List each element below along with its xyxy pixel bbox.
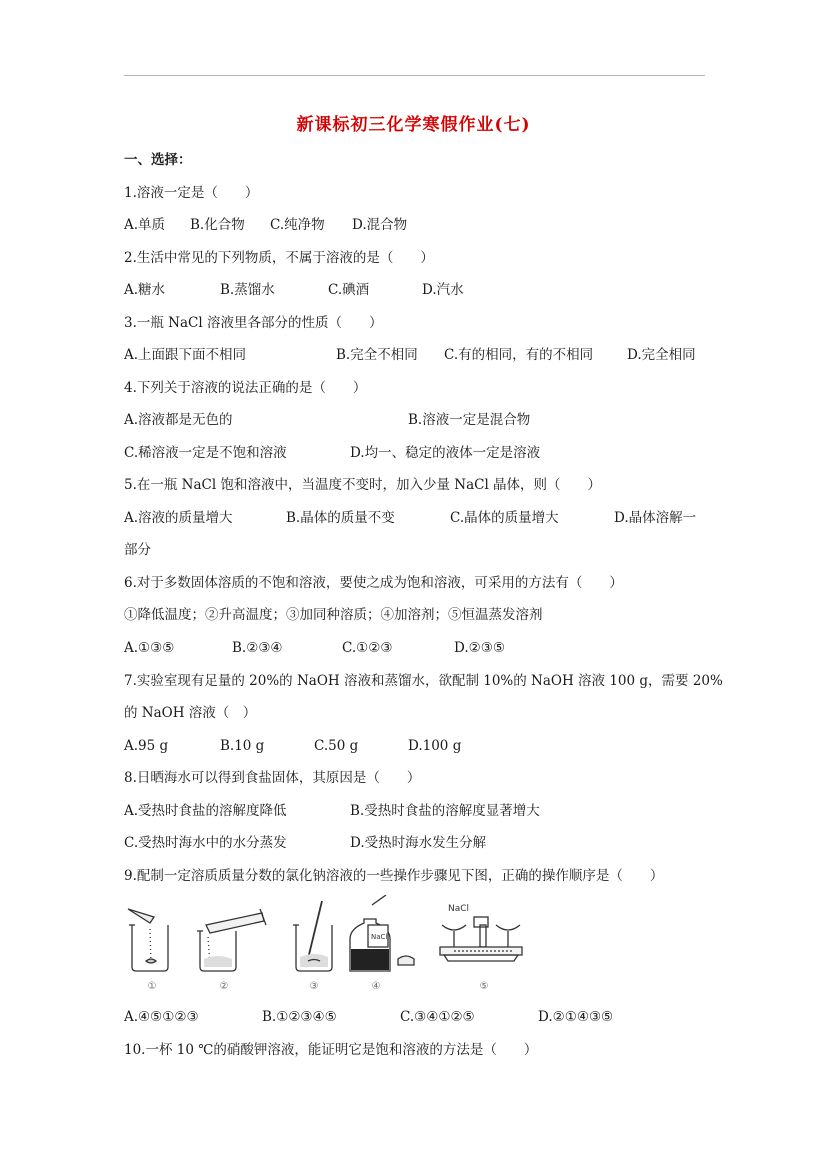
step-2-pouring-icon [197, 909, 266, 971]
option: C.纯净物 [270, 217, 325, 233]
question-6: 6.对于多数固体溶质的不饱和溶液，要使之成为饱和溶液，可采用的方法有（ ） [124, 575, 623, 591]
option: C.碘酒 [328, 282, 370, 298]
fig-label-4: ④ [371, 981, 381, 992]
question-2: 2.生活中常见的下列物质，不属于溶液的是（ ） [124, 250, 434, 266]
question-7: 7.实验室现有足量的 20%的 NaOH 溶液和蒸馏水，欲配制 10%的 NaOH 溶液 100 g，需要 20% [124, 673, 723, 689]
page-title: 新课标初三化学寒假作业(七) [296, 115, 531, 135]
question-10: 10.一杯 10 ℃的硝酸钾溶液，能证明它是饱和溶液的方法是（ ） [124, 1042, 538, 1058]
option: D.均一、稳定的液体一定是溶液 [350, 445, 541, 461]
step-4-bottle-icon [350, 895, 414, 971]
header-rule [124, 75, 705, 76]
option: C.稀溶液一定是不饱和溶液 [124, 445, 287, 461]
option: D.混合物 [352, 217, 408, 233]
option: D.100 g [408, 738, 462, 754]
option: B.②③④ [232, 640, 283, 656]
option: B.蒸馏水 [220, 282, 275, 298]
question-4: 4.下列关于溶液的说法正确的是（ ） [124, 380, 367, 396]
option: A.糖水 [124, 282, 166, 298]
fig-label-3: ③ [309, 981, 319, 992]
question-5: 5.在一瓶 NaCl 饱和溶液中，当温度不变时，加入少量 NaCl 晶体，则（ ） [124, 477, 602, 493]
option: D.完全相同 [627, 347, 696, 363]
option: C.有的相同，有的不相同 [444, 347, 594, 363]
option: A.95 g [124, 738, 169, 754]
question-1: 1.溶液一定是（ ） [124, 185, 259, 201]
question-3: 3.一瓶 NaCl 溶液里各部分的性质（ ） [124, 315, 383, 331]
option: B.晶体的质量不变 [286, 510, 395, 526]
option: A.溶液的质量增大 [124, 510, 233, 526]
option: B.完全不相同 [336, 347, 418, 363]
option: A.受热时食盐的溶解度降低 [124, 803, 287, 819]
step-5-balance-icon [440, 904, 522, 961]
option: D.②③⑤ [454, 640, 505, 656]
option: A.①③⑤ [124, 640, 175, 656]
fig-label-5: ⑤ [479, 981, 489, 992]
option: B.10 g [220, 738, 265, 754]
procedure-figure [124, 895, 524, 995]
fig-label-2: ② [219, 981, 229, 992]
question-6-methods: ①降低温度；②升高温度；③加同种溶质；④加溶剂；⑤恒温蒸发溶剂 [124, 607, 543, 623]
option: B.化合物 [190, 217, 245, 233]
option: C.①②③ [342, 640, 393, 656]
balance-label: NaCl [448, 904, 470, 914]
option: D.②①④③⑤ [538, 1009, 614, 1025]
question-7-cont: 的 NaOH 溶液（ ） [124, 705, 257, 721]
option: A.④⑤①②③ [124, 1009, 199, 1025]
option: C.③④①②⑤ [400, 1009, 475, 1025]
step-1-beaker-icon [128, 909, 168, 971]
option: A.上面跟下面不相同 [124, 347, 247, 363]
options-q5-continuation: 部分 [124, 542, 151, 558]
option: B.溶液一定是混合物 [408, 412, 531, 428]
option: A.单质 [124, 217, 166, 233]
section-heading: 一、选择： [124, 152, 192, 168]
option: C.50 g [314, 738, 359, 754]
bottle-label: NaCl [371, 933, 388, 941]
option: C.晶体的质量增大 [450, 510, 559, 526]
question-9: 9.配制一定溶质质量分数的氯化钠溶液的一些操作步骤见下图，正确的操作顺序是（ ） [124, 868, 664, 884]
option: D.汽水 [422, 282, 464, 298]
option: C.受热时海水中的水分蒸发 [124, 835, 287, 851]
fig-label-1: ① [147, 981, 157, 992]
option: B.受热时食盐的溶解度显著增大 [350, 803, 540, 819]
option: B.①②③④⑤ [262, 1009, 337, 1025]
option: D.受热时海水发生分解 [350, 835, 487, 851]
option: D.晶体溶解一 [614, 510, 697, 526]
step-3-stirring-icon [293, 901, 332, 971]
question-8: 8.日晒海水可以得到食盐固体，其原因是（ ） [124, 770, 421, 786]
option: A.溶液都是无色的 [124, 412, 233, 428]
